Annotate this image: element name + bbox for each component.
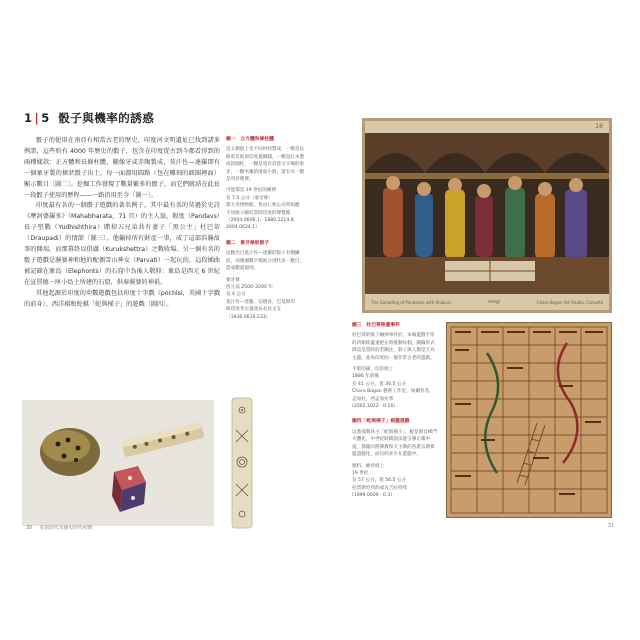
ivory-stick-photo xyxy=(222,396,262,530)
right-footer xyxy=(608,524,614,529)
body-paragraph: 其他起源於印度的奕數遊戲包括印度十字戲（pochisi，英國十字戲的前身）、西洋棋和蛇棋「蛇與梯子」的遊戲〔圖四〕。 xyxy=(24,289,220,308)
caption-meta: 平版印刷，印於紙上 1886 年前後 長 41 公分，寬 30.5 公分 Chora Bagan 藝術工作室，加爾各答，孟加拉，西孟加拉邦 (2002.1022 · 0.16) xyxy=(352,367,434,410)
caption-meta: 象牙條 西元前 2500–2000 年 長 4 公分 莫汗佐—達羅，信德省，巴基斯坦 與印度考古遺產局長長文支（1936.0616.233） xyxy=(226,277,295,320)
caption-figure-3 xyxy=(352,322,438,410)
dice-photo xyxy=(22,400,214,526)
caption-meta: 可能都是 19 世紀的圖例 長 7.5 公分（象牙條） 都大英博物館，皆由仁和公司所捐贈 不同骰子圖於當時印度的博覽館（2004.0606.1、1880.1214.8，2004.0624.1） xyxy=(226,188,300,231)
snakes-and-ladders-board xyxy=(446,322,612,518)
caption-figure-2 xyxy=(226,240,308,321)
game-board-grid xyxy=(447,323,611,517)
page-number: 30 xyxy=(26,526,33,531)
caption-body: 杜巴蒂的骰子輸掉事件於，本場遊戲手常的四類陸蓋妻把在時推動每個，錦篩形式與這是當時的若關注，骰子與人類是互為主題，並為印度的一個非常古老的遊戲。 xyxy=(352,333,435,361)
body-paragraph: 骰子的使用在南亞有相當古老的歷史，印度河文明遺址已找到諸多例證，這些約有 4000 年歷史的骰子，包含在印度從古到今都看得到的兩種樣款：正方體和長條柱體，顯像牙或赤陶製成，莫汗佐—達羅即有一個象牙製的條狀骰子出土，每一面都用圓點（包在雕刻的圓圈裡面）顯示數目〔圖二〕。挖掘工作發現了數量繁多的骰子，而它們就結在此長一段骰子使用的歷程——一路沿用至今〔圖一〕。 xyxy=(24,137,220,199)
painting-scene xyxy=(365,133,609,295)
page-number: 31 xyxy=(607,524,614,529)
body-paragraph: 印度最有名的一個骰子遊戲的著名例子，其中最有名的莫過於史詩《摩訶婆羅多》（Mahabharata，71 頁）的主人翁，般度（Pandavs）長子堅戰（Yudhishthira）賭掉五兄弟共有妻子「黑公主」杜巴蒂（Draupadi）的情節〔圖三〕。他輸掉所有財產一事，成了這部浩瀚故事的開端，而那幕終以俱盧（Kurukshettra）之戰收場。另一個有名的骰子遊戲是濕婆神和他的配偶雪山神女（Parvati）一起玩的，這段插曲被記錄在象島（Elephonts）的石窟中為後人敬仰：象島是西元 6 世紀在宣賈德一座小島上所建的石窟，供奉濕婆的神祇。 xyxy=(24,202,220,286)
book-spread xyxy=(22,96,618,544)
painting-top-border xyxy=(365,121,609,133)
right-page xyxy=(322,96,618,544)
caption-figure-1 xyxy=(226,136,308,232)
body-text xyxy=(24,136,220,311)
caption-title: 圖三 杜巴蒂陸蓋事件 xyxy=(352,323,400,328)
dice-game-painting xyxy=(362,118,612,313)
caption-meta: 顏料，繪於紙上 19 世紀 長 57 公分，寬 56.5 公分 拉賈斯坦邦的或古吉拉特邦 (1999.0609 · 0.3) xyxy=(352,463,408,499)
section-heading xyxy=(24,110,154,126)
running-title: 史前時代及歷史時代初期 xyxy=(39,526,93,531)
chapter-number: 1 xyxy=(24,111,33,125)
caption-title: 圖二 象牙條狀骰子 xyxy=(226,240,270,246)
caption-figure-4 xyxy=(352,418,438,499)
ivory-stick-illustration xyxy=(222,396,262,530)
left-page xyxy=(22,96,318,544)
left-footer xyxy=(26,524,92,531)
section-number: 5 xyxy=(41,111,50,125)
caption-body: 這五顆骰子是不同材料製成：一顆是長條狀有的南印度黃銅圓，一顆是紅木製成的圓柱，一顆是塗有彩瓷文字場的象牙，一顆木雕的滑面小骰，還有另一顆是用於賭博。 xyxy=(226,147,305,183)
painting-caption-right: Chora Bagan Art Studio, Calcutta xyxy=(536,299,603,305)
painting-page-marker: 16 xyxy=(595,123,603,130)
left-captions xyxy=(226,136,308,329)
caption-title: 圖四「蛇與梯子」棋盤遊戲 xyxy=(352,419,410,425)
caption-body: 以耆那教爲主「蛇與梯子」，板是源自梯門大體化，中世紀時期說法能引導正確中道，都傾向將佛教和天主教的各派宗教棋盤遊戲化，而信仰多少在遊戲中。 xyxy=(352,429,437,458)
painting-caption-left: The Gambling of Pandavas with Shakuni xyxy=(371,299,452,305)
section-divider: | xyxy=(34,111,40,125)
caption-title: 圖一 立方體和條柱體 xyxy=(226,137,274,142)
painting-caption-center: पांडवद्यूत xyxy=(487,299,501,304)
section-title: 骰子與機率的誘惑 xyxy=(58,111,155,125)
dice-illustration xyxy=(22,400,214,526)
right-captions xyxy=(352,322,438,508)
caption-body: 這顆出自莫汗佐—達羅的骰子有倒鱗紋，而幾個數字都被分別代表一數目，造成數量規則。 xyxy=(226,251,305,272)
painting-caption-strip xyxy=(365,294,609,310)
